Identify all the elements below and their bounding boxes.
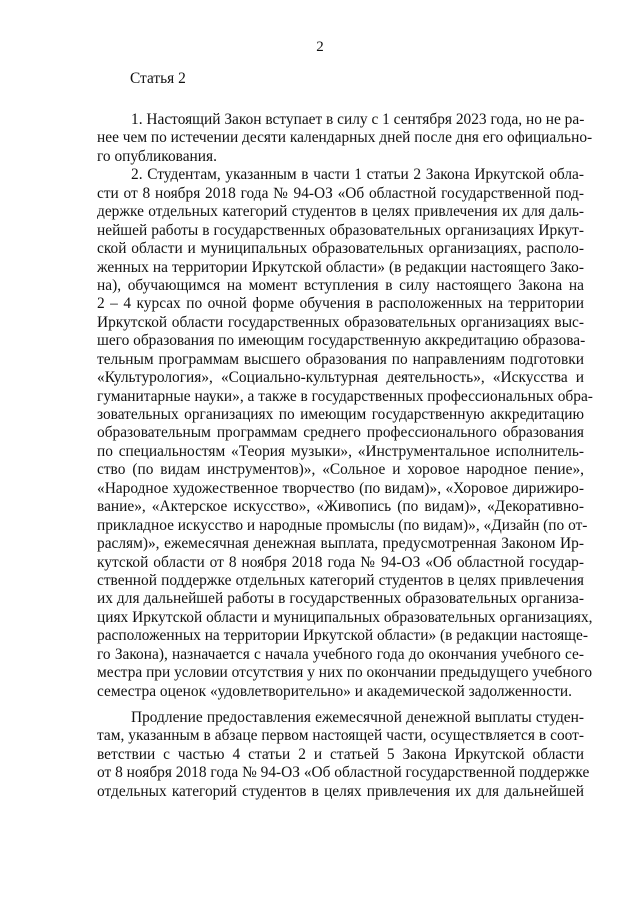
text-line: сти от 8 ноября 2018 года № 94-ОЗ «Об областной государственной под-	[97, 184, 584, 202]
text-line: раслям)», ежемесячная денежная выплата, предусмотренная Законом Ир-	[97, 535, 584, 553]
paragraph	[97, 709, 590, 801]
text-line: от 8 ноября 2018 года № 94-ОЗ «Об областной государственной поддержке	[97, 764, 590, 782]
paragraph-gap	[97, 701, 584, 709]
text-line: Иркутской области государственных образовательных организациях выс-	[97, 313, 584, 331]
text-line: вание», «Актерское искусство», «Живопись (по видам)», «Декоративно-	[97, 498, 584, 516]
paragraph	[97, 166, 593, 701]
text-line: 2. Студентам, указанным в части 1 статьи 2 Закона Иркутской обла-	[131, 166, 584, 184]
article-heading: Статья 2	[130, 70, 186, 87]
text-line: там, указанным в абзаце первом настоящей части, осуществляется в соот-	[97, 727, 584, 745]
document-body	[97, 111, 593, 801]
text-line: зовательных организациях по имеющим государственную аккредитацию	[97, 406, 584, 423]
text-line: ство (по видам инструментов)», «Сольное и хоровое народное пение»,	[97, 461, 584, 479]
text-line: нейшей работы в государственных образовательных организациях Иркут-	[97, 221, 584, 239]
text-line: ской области и муниципальных образовательных организациях, располо-	[97, 240, 584, 258]
text-line: циях Иркутской области и муниципальных образовательных организациях,	[97, 608, 593, 626]
text-line: держке отдельных категорий студентов в целях привлечения их для даль-	[97, 203, 584, 221]
text-line: ветствии с частью 4 статьи 2 и статьей 5 Закона Иркутской области	[97, 745, 584, 763]
text-line: шего образования по имеющим государственную аккредитацию образова-	[97, 332, 586, 350]
text-line: отдельных категорий студентов в целях привлечения их для дальнейшей	[97, 782, 584, 800]
paragraph	[97, 111, 593, 166]
text-line: семестра оценок «удовлетворительно» и академической задолженности.	[97, 682, 572, 700]
page-number: 2	[316, 39, 324, 55]
text-line: «Народное художественное творчество (по видам)», «Хоровое дирижиро-	[97, 479, 584, 497]
text-line: 1. Настоящий Закон вступает в силу с 1 сентября 2023 года, но не ра-	[131, 111, 585, 128]
text-line: го Закона), назначается с начала учебного года до окончания учебного се-	[97, 645, 584, 663]
text-line: прикладное искусство и народные промыслы (по видам)», «Дизайн (по от-	[97, 516, 588, 534]
text-line: «Культурология», «Социально-культурная деятельность», «Искусства и	[97, 369, 584, 387]
text-line: женных на территории Иркутской области» (в редакции настоящего Зако-	[97, 258, 584, 276]
text-line: Продление предоставления ежемесячной денежной выплаты студен-	[131, 709, 584, 726]
text-line: по специальностям «Теория музыки», «Инструментальное исполнитель-	[97, 442, 584, 460]
text-line: нее чем по истечении десяти календарных дней после дня его официально-	[97, 129, 593, 147]
text-line: гуманитарные науки», а также в государственных профессиональных обра-	[97, 387, 593, 405]
text-line: ственной поддержке отдельных категорий студентов в целях привлечения	[97, 571, 584, 589]
text-line: 2 – 4 курсах по очной форме обучения в расположенных на территории	[97, 295, 584, 313]
text-line: образовательным программам среднего профессионального образования	[97, 424, 584, 442]
text-line: местра при условии отсутствия у них по окончании предыдущего учебного	[97, 664, 593, 682]
text-line: расположенных на территории Иркутской области» (в редакции настояще-	[97, 627, 588, 645]
text-line: го опубликования.	[97, 147, 217, 165]
text-line: тельным программам высшего образования по направлениям подготовки	[97, 350, 584, 368]
text-line: их для дальнейшей работы в государственных образовательных организа-	[97, 590, 584, 608]
text-line: на), обучающимся на момент вступления в силу настоящего Закона на	[97, 276, 584, 294]
text-line: кутской области от 8 ноября 2018 года № 94-ОЗ «Об областной государ-	[97, 553, 584, 571]
